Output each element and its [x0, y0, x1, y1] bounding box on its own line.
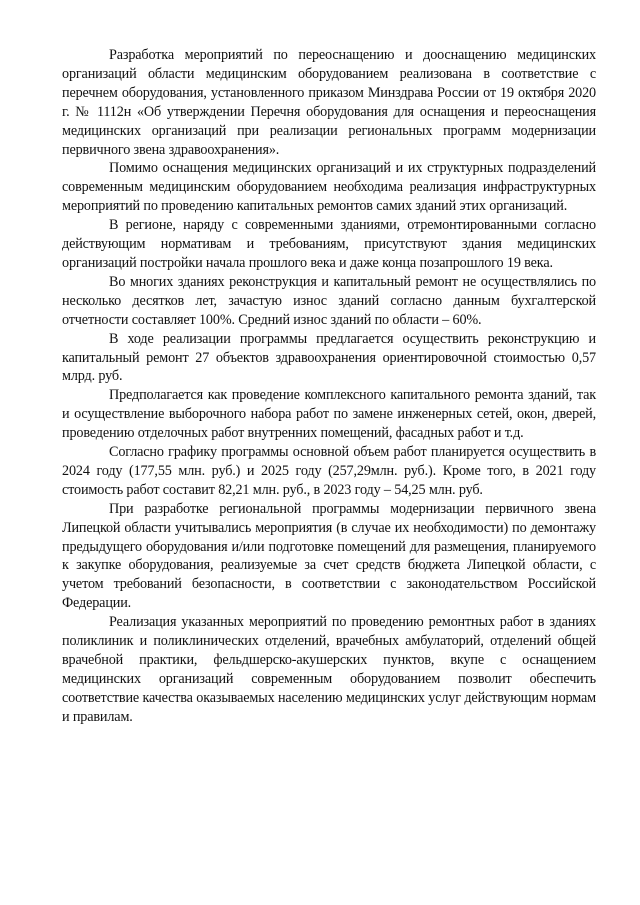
- paragraph-building-wear: Во многих зданиях реконструкция и капитальный ремонт не осуществлялись по несколько десятков лет, зачастую износ зданий согласно данным бухгалтерской отчетности составляет 100%. Средний износ зданий по области – 60%.: [62, 273, 596, 328]
- paragraph-repair-scope: Предполагается как проведение комплексного капитального ремонта зданий, так и осуществление выборочного набора работ по замене инженерных сетей, окон, дверей, проведению отделочных работ внутренних помещений, фасадных работ и т.д.: [62, 387, 596, 442]
- paragraph-dismantling-preparation: При разработке региональной программы модернизации первичного звена Липецкой области учитывались мероприятия (в случае их необходимости) по демонтажу предыдущего оборудования и/или подготовке помещений для размещения, планируемого к закупке оборудования, реализуемые за счет средств бюджета Липецкой области, с учетом требований безопасности, в соответствии с законодательством Российской Федерации.: [62, 500, 596, 612]
- paragraph-equipment-reequipment: Разработка мероприятий по переоснащению и дооснащению медицинских организаций области медицинским оборудованием реализована в соответствие с перечнем оборудования, установленного приказом Минздрава России от 19 октября 2020 г. № 1112н «Об утверждении Перечня оборудования для оснащения и переоснащения медицинских организаций при реализации региональных программ модернизации первичного звена здравоохранения».: [62, 47, 596, 158]
- document-body: [62, 46, 596, 727]
- paragraph-schedule-costs: Согласно графику программы основной объем работ планируется осуществить в 2024 году (177,55 млн. руб.) и 2025 году (257,29млн. руб.). Кроме того, в 2021 году стоимость работ составит 82,21 млн. руб., в 2023 году – 54,25 млн. руб.: [62, 444, 596, 498]
- paragraph-expected-result: Реализация указанных мероприятий по проведению ремонтных работ в зданиях поликлиник и поликлинических отделений, врачебных амбулаторий, отделений общей врачебной практики, фельдшерско-акушерских пунктов, вкупе с оснащением медицинских организаций современным оборудованием позволит обеспечить соответствие качества оказываемых населению медицинских услуг действующим нормам и правилам.: [62, 614, 596, 725]
- paragraph-reconstruction-plan: В ходе реализации программы предлагается осуществить реконструкцию и капитальный ремонт 27 объектов здравоохранения ориентировочной стоимостью 0,57 млрд. руб.: [62, 330, 596, 385]
- paragraph-infrastructure-measures: Помимо оснащения медицинских организаций и их структурных подразделений современным медицинским оборудованием необходима реализация инфраструктурных мероприятий по проведению капитальных ремонтов самих зданий этих организаций.: [62, 160, 596, 215]
- paragraph-building-age: В регионе, наряду с современными зданиями, отремонтированными согласно действующим нормативам и требованиям, присутствуют здания медицинских организаций постройки начала прошлого века и даже конца позапрошлого 19 века.: [62, 217, 596, 271]
